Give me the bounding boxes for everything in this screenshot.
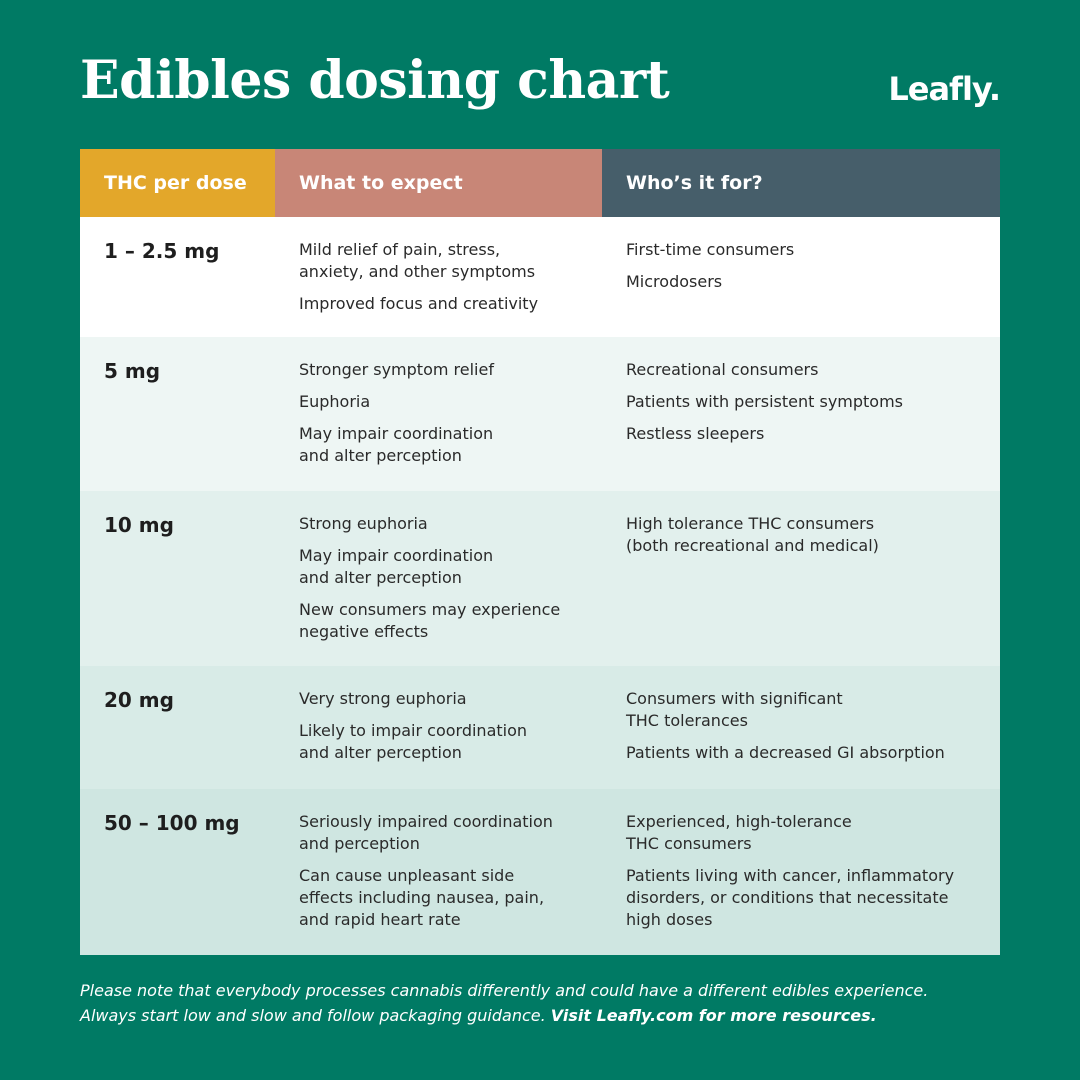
expect-cell <box>275 491 602 666</box>
expect-item: May impair coordination and alter perception <box>299 546 494 587</box>
who-item: Patients living with cancer, inflammatory disorders, or conditions that necessitate high doses <box>626 866 955 929</box>
expect-cell <box>275 217 602 337</box>
expect-item: Seriously impaired coordination and perception <box>299 812 553 853</box>
table-row <box>80 337 1000 491</box>
table-row <box>80 491 1000 666</box>
table-row <box>80 217 1000 337</box>
who-item: High tolerance THC consumers (both recreational and medical) <box>626 514 879 555</box>
header-what-to-expect: What to expect <box>275 149 602 217</box>
table-row <box>80 789 1000 955</box>
expect-item: Likely to impair coordination and alter perception <box>299 721 528 762</box>
dose-value: 10 mg <box>104 513 174 537</box>
header-thc-per-dose: THC per dose <box>80 149 275 217</box>
who-item: Microdosers <box>626 272 723 291</box>
dose-cell <box>80 217 275 337</box>
expect-item: Strong euphoria <box>299 514 428 533</box>
footnote-resources-link[interactable]: Visit Leafly.com for more resources. <box>550 1006 877 1025</box>
dose-value: 50 – 100 mg <box>104 811 240 835</box>
expect-item: Very strong euphoria <box>299 689 467 708</box>
dose-cell <box>80 337 275 491</box>
who-cell <box>602 491 1000 666</box>
dose-cell <box>80 491 275 666</box>
expect-item: May impair coordination and alter perception <box>299 424 494 465</box>
expect-item: Improved focus and creativity <box>299 294 539 313</box>
who-cell <box>602 666 1000 789</box>
disclaimer-footnote <box>80 978 1020 1028</box>
expect-cell <box>275 337 602 491</box>
expect-item: Stronger symptom relief <box>299 360 494 379</box>
expect-cell <box>275 789 602 955</box>
who-item: Patients with persistent symptoms <box>626 392 904 411</box>
header-whos-it-for: Who’s it for? <box>602 149 1000 217</box>
who-item: Patients with a decreased GI absorption <box>626 743 945 762</box>
expect-item: New consumers may experience negative effects <box>299 600 561 641</box>
leafly-logo: Leafly. <box>888 70 1000 108</box>
who-item: Consumers with significant THC tolerances <box>626 689 843 730</box>
who-item: Restless sleepers <box>626 424 765 443</box>
who-cell <box>602 217 1000 337</box>
footnote-line-2 <box>80 1003 1020 1028</box>
who-item: First-time consumers <box>626 240 795 259</box>
dose-value: 5 mg <box>104 359 161 383</box>
table-row <box>80 666 1000 789</box>
expect-item: Euphoria <box>299 392 371 411</box>
dose-value: 1 – 2.5 mg <box>104 239 220 263</box>
dosing-table <box>80 149 1000 955</box>
who-item: Recreational consumers <box>626 360 819 379</box>
expect-item: Mild relief of pain, stress, anxiety, and other symptoms <box>299 240 536 281</box>
expect-cell <box>275 666 602 789</box>
footnote-line-2-text: Always start low and slow and follow packaging guidance. <box>80 1006 546 1025</box>
who-item: Experienced, high-tolerance THC consumers <box>626 812 852 853</box>
who-cell <box>602 337 1000 491</box>
expect-item: Can cause unpleasant side effects including nausea, pain, and rapid heart rate <box>299 866 545 929</box>
footnote-line-1: Please note that everybody processes cannabis differently and could have a different edibles experience. <box>80 981 929 1000</box>
dose-value: 20 mg <box>104 688 174 712</box>
dose-cell <box>80 789 275 955</box>
dose-cell <box>80 666 275 789</box>
page-title: Edibles dosing chart <box>80 50 670 111</box>
table-header <box>80 149 1000 217</box>
who-cell <box>602 789 1000 955</box>
